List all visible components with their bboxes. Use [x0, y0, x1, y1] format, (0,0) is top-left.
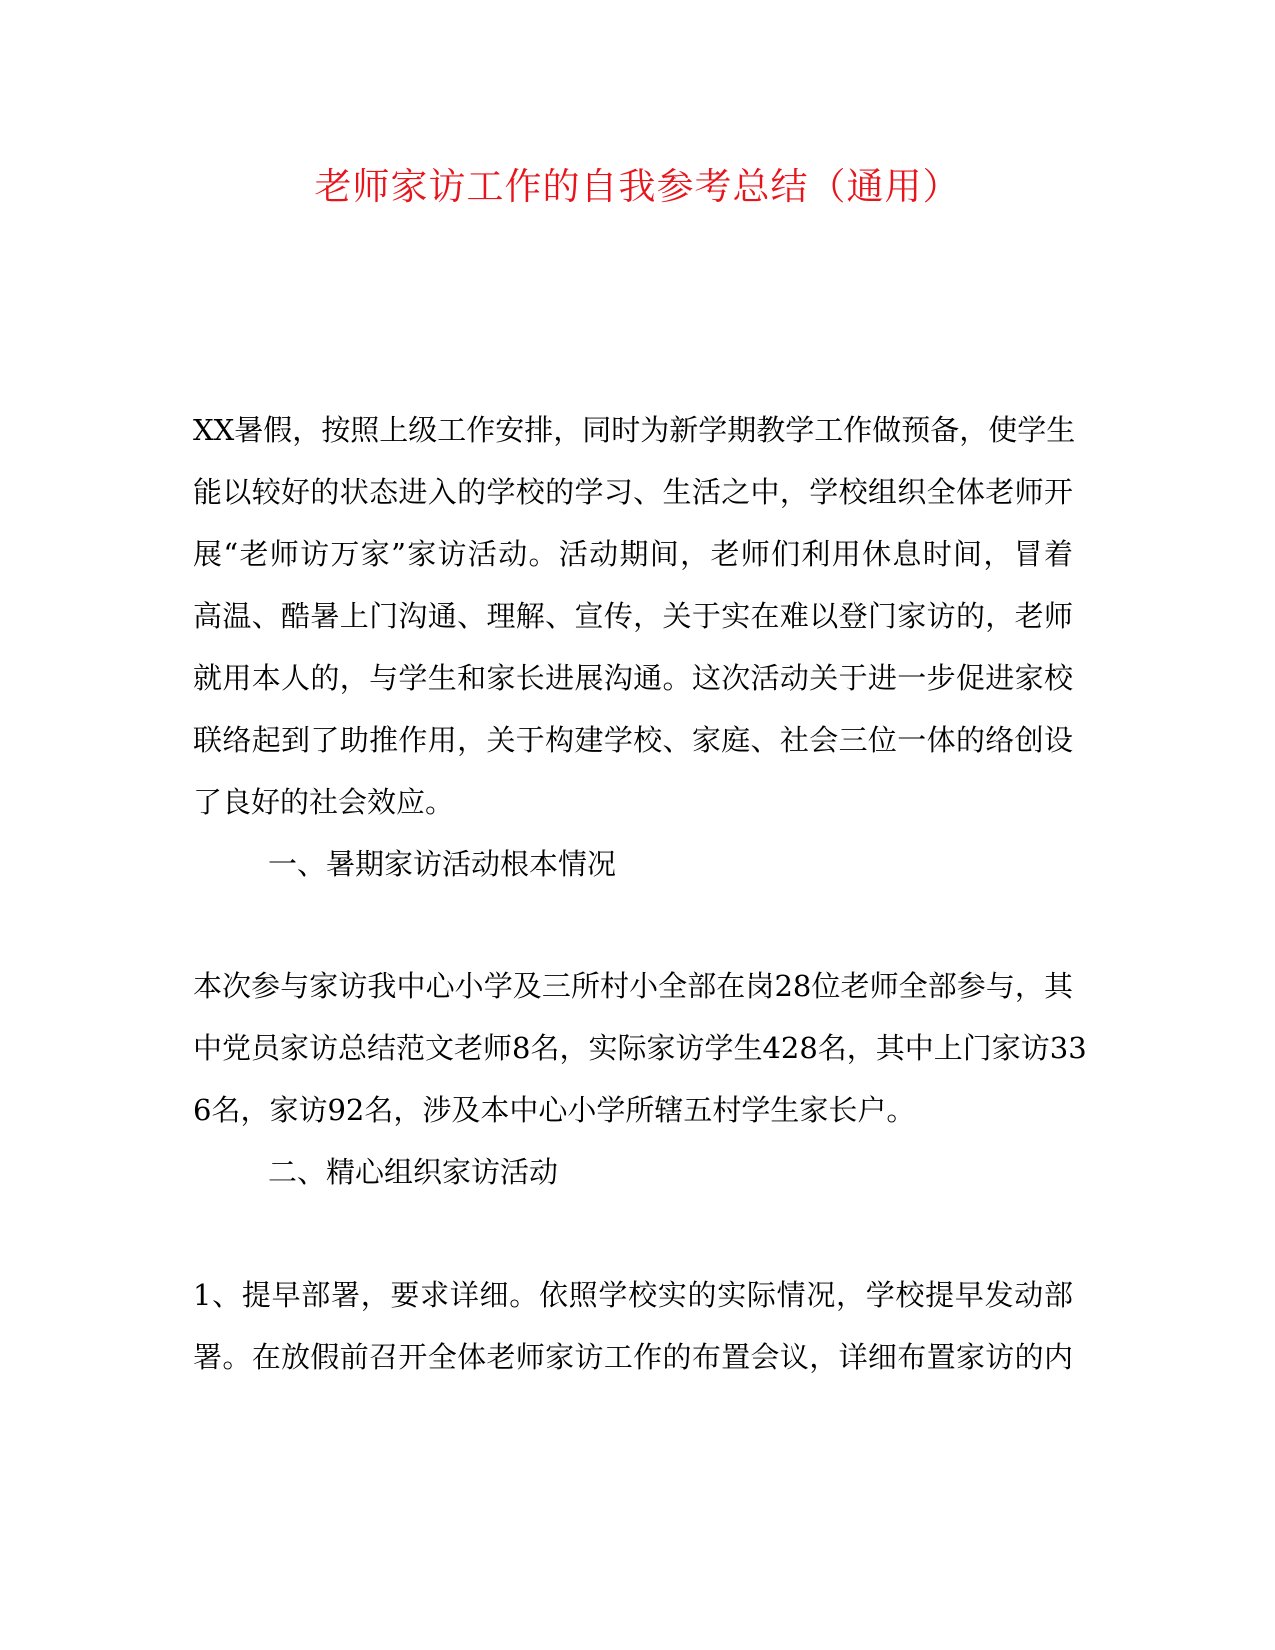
paragraph-2-line-3: 6名，家访92名，涉及本中心小学所辖五村学生家长户。	[193, 1093, 916, 1127]
paragraph-1-line-4: 高温、酷暑上门沟通、理解、宣传，关于实在难以登门家访的，老师	[193, 599, 1073, 633]
paragraph-1-line-5: 就用本人的，与学生和家长进展沟通。这次活动关于进一步促进家校	[193, 661, 1073, 695]
paragraph-1-line-3: 展“老师访万家”家访活动。活动期间，老师们利用休息时间，冒着	[193, 537, 1073, 571]
document-title: 老师家访工作的自我参考总结（通用）	[314, 165, 961, 208]
paragraph-2-line-2: 中党员家访总结范文老师8名，实际家访学生428名，其中上门家访33	[193, 1031, 1087, 1065]
paragraph-3-line-1: 1、提早部署，要求详细。依照学校实的实际情况，学校提早发动部	[193, 1278, 1073, 1312]
paragraph-1-line-6: 联络起到了助推作用，关于构建学校、家庭、社会三位一体的络创设	[193, 723, 1073, 757]
paragraph-2-line-1: 本次参与家访我中心小学及三所村小全部在岗28位老师全部参与，其	[193, 969, 1073, 1003]
paragraph-1-line-2: 能以较好的状态进入的学校的学习、生活之中，学校组织全体老师开	[193, 475, 1073, 509]
section-heading-1: 一、暑期家访活动根本情况	[268, 847, 617, 881]
paragraph-3-line-2: 署。在放假前召开全体老师家访工作的布置会议，详细布置家访的内	[193, 1340, 1073, 1374]
paragraph-1-line-1: XX暑假，按照上级工作安排，同时为新学期教学工作做预备，使学生	[193, 413, 1076, 447]
paragraph-1-line-7: 了良好的社会效应。	[193, 785, 455, 819]
section-heading-2: 二、精心组织家访活动	[268, 1155, 559, 1189]
